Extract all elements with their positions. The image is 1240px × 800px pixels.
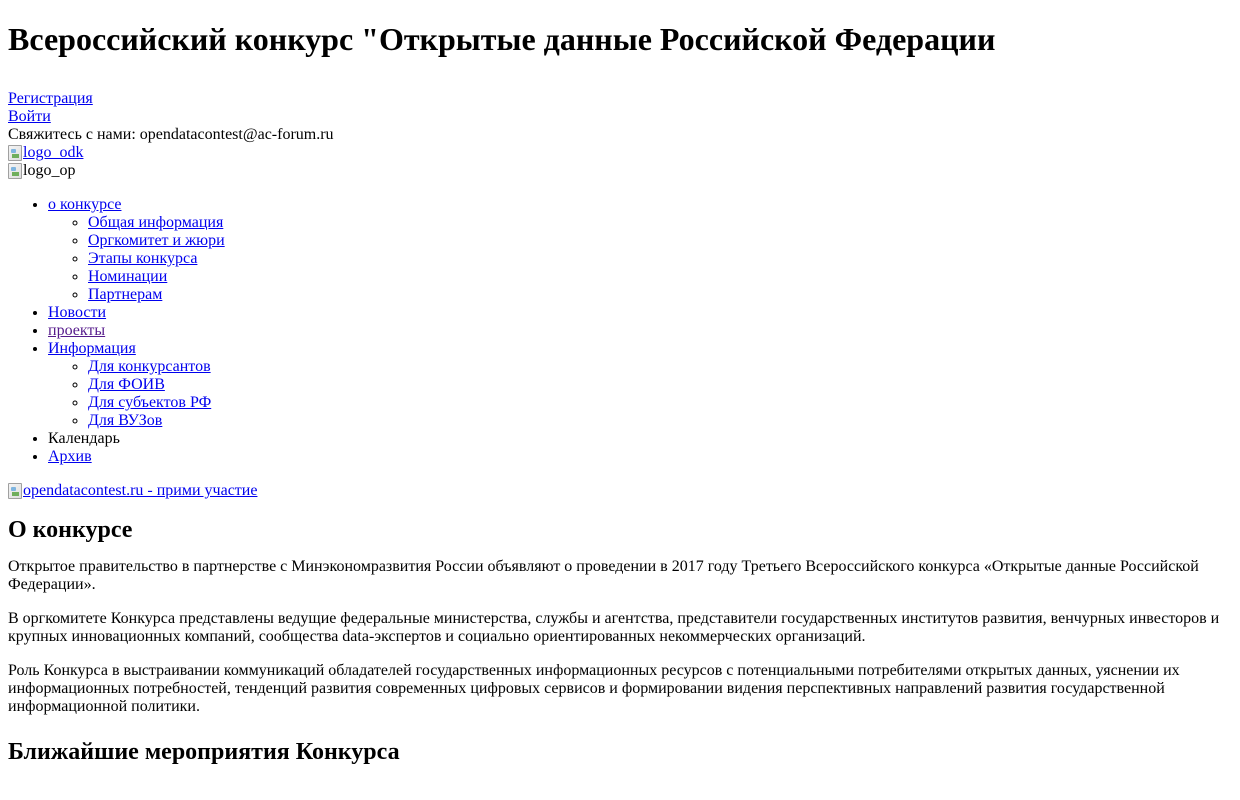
menu-item-archive	[48, 448, 1232, 466]
register-link[interactable]: Регистрация	[8, 90, 93, 107]
submenu-item	[88, 232, 1232, 250]
about-paragraph-3: Роль Конкурса в выстраивании коммуникаций обладателей государственных информационных ресурсов с потенциальными потребителями открытых данных, уяснении их информационных потребностей, тенденций развития современных цифровых сервисов и формировании видения перспективных направлений развития государственной информационной политики.	[8, 662, 1180, 715]
menu-item-news	[48, 304, 1232, 322]
menu-link-nominations[interactable]: Номинации	[88, 268, 168, 285]
about-paragraph-1: Открытое правительство в партнерстве с Минэкономразвития России объявляют о проведении в 2017 году Третьего Всероссийского конкурса «Открытые данные Российской Федерации».	[8, 558, 1199, 593]
about-paragraph-2: В оргкомитете Конкурса представлены ведущие федеральные министерства, службы и агентства, представители государственных институтов развития, венчурных инвесторов и крупных инновационных компаний, сообщества data-экспертов и социально ориентированных некоммерческих организаций.	[8, 610, 1220, 645]
menu-item-info	[48, 340, 1232, 430]
page-title: Всероссийский конкурс "Открытые данные Российской Федерации	[8, 21, 996, 57]
menu-link-partners[interactable]: Партнерам	[88, 286, 163, 303]
broken-image-icon	[8, 483, 22, 499]
account-block	[8, 90, 1232, 144]
menu-item-about	[48, 196, 1232, 304]
menu-link-general-info[interactable]: Общая информация	[88, 214, 224, 231]
submenu-item	[88, 250, 1232, 268]
submenu-item	[88, 214, 1232, 232]
logo-op-alt: logo_op	[23, 162, 76, 179]
menu-link-info[interactable]: Информация	[48, 340, 136, 357]
banner-alt-text: opendatacontest.ru - прими участие	[23, 482, 258, 499]
main-menu	[8, 196, 1232, 466]
events-heading: Ближайшие мероприятия Конкурса	[8, 739, 400, 765]
submenu-item	[88, 376, 1232, 394]
menu-link-archive[interactable]: Архив	[48, 448, 92, 465]
menu-link-stages[interactable]: Этапы конкурса	[88, 250, 198, 267]
login-link[interactable]: Войти	[8, 108, 51, 125]
menu-link-for-regions[interactable]: Для субъектов РФ	[88, 394, 212, 411]
participate-banner-link[interactable]	[8, 482, 257, 500]
menu-text-calendar: Календарь	[48, 430, 120, 447]
menu-link-committee-jury[interactable]: Оргкомитет и жюри	[88, 232, 225, 249]
broken-image-icon	[8, 163, 22, 179]
submenu-item	[88, 394, 1232, 412]
logo-op	[8, 162, 75, 180]
submenu-item	[88, 358, 1232, 376]
menu-link-about[interactable]: о конкурсе	[48, 196, 122, 213]
menu-item-projects	[48, 322, 1232, 340]
broken-image-icon	[8, 145, 22, 161]
about-heading: О конкурсе	[8, 517, 133, 543]
menu-item-calendar	[48, 430, 1232, 448]
menu-link-for-foiv[interactable]: Для ФОИВ	[88, 376, 165, 393]
menu-link-news[interactable]: Новости	[48, 304, 107, 321]
submenu-item	[88, 412, 1232, 430]
menu-link-for-universities[interactable]: Для ВУЗов	[88, 412, 163, 429]
submenu-item	[88, 286, 1232, 304]
menu-link-projects[interactable]: проекты	[48, 322, 106, 339]
submenu-item	[88, 268, 1232, 286]
logo-odk-alt: logo_odk	[23, 144, 84, 161]
logos-block	[8, 144, 1232, 180]
menu-link-for-contestants[interactable]: Для конкурсантов	[88, 358, 211, 375]
logo-odk-link[interactable]	[8, 144, 83, 162]
submenu-info	[48, 358, 1232, 430]
submenu-about	[48, 214, 1232, 304]
contact-text: Свяжитесь с нами: opendatacontest@ac-forum.ru	[8, 126, 334, 143]
